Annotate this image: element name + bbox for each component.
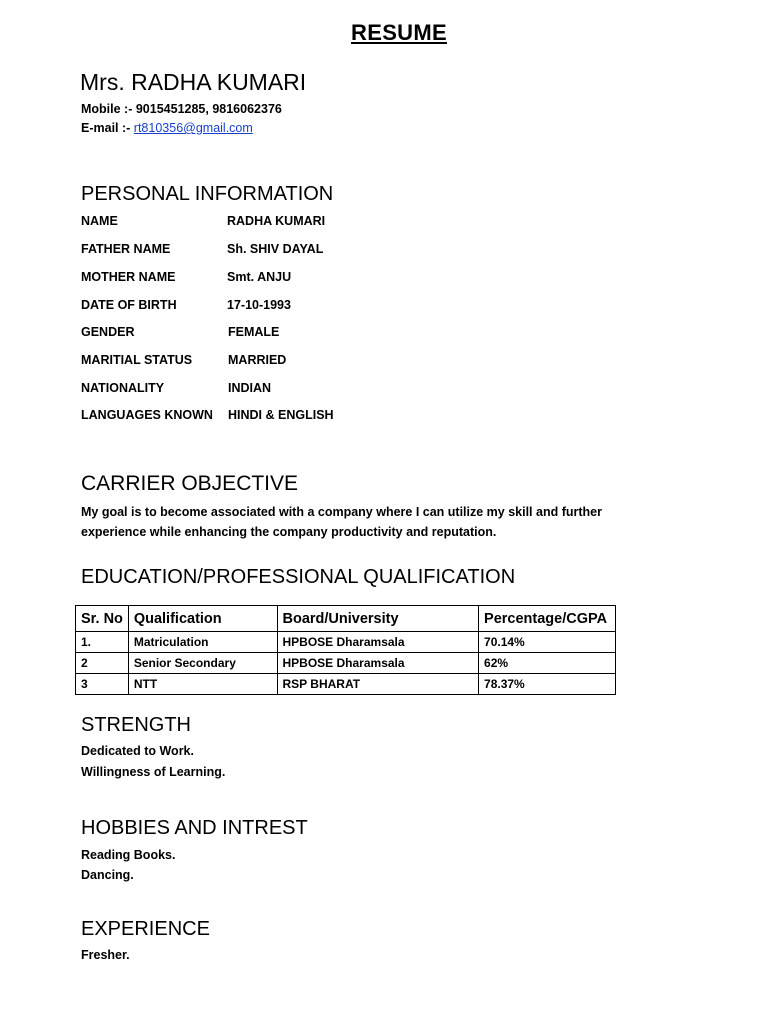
info-label: NAME bbox=[81, 214, 118, 228]
hobby-item: Reading Books. bbox=[81, 848, 176, 862]
table-row bbox=[76, 653, 616, 674]
table-cell: 70.14% bbox=[479, 632, 616, 653]
email-line bbox=[81, 121, 253, 135]
table-cell: HPBOSE Dharamsala bbox=[277, 653, 479, 674]
info-value: Smt. ANJU bbox=[227, 270, 292, 284]
table-cell: 62% bbox=[479, 653, 616, 674]
objective-line: experience while enhancing the company productivity and reputation. bbox=[81, 525, 497, 539]
info-label: MARITIAL STATUS bbox=[81, 353, 193, 367]
email-link[interactable]: rt810356@gmail.com bbox=[133, 121, 253, 135]
objective-line: My goal is to become associated with a company where I can utilize my skill and further bbox=[81, 505, 602, 519]
info-label: NATIONALITY bbox=[81, 381, 165, 395]
info-value: Sh. SHIV DAYAL bbox=[227, 242, 324, 256]
strength-item: Willingness of Learning. bbox=[81, 765, 226, 779]
hobby-item: Dancing. bbox=[81, 868, 134, 882]
info-value: FEMALE bbox=[228, 325, 280, 339]
candidate-name: Mrs. RADHA KUMARI bbox=[80, 69, 307, 95]
table-row bbox=[76, 632, 616, 653]
table-cell: HPBOSE Dharamsala bbox=[277, 632, 479, 653]
info-row-father-name bbox=[81, 242, 481, 260]
column-header-board: Board/University bbox=[277, 606, 479, 632]
info-label: LANGUAGES KNOWN bbox=[81, 408, 213, 422]
table-cell: Senior Secondary bbox=[128, 653, 277, 674]
info-row-date-of-birth bbox=[81, 298, 481, 316]
info-row-marital-status bbox=[81, 353, 481, 371]
info-row-nationality bbox=[81, 381, 481, 399]
education-table bbox=[75, 605, 616, 695]
info-value: MARRIED bbox=[228, 353, 287, 367]
info-value: 17-10-1993 bbox=[227, 298, 291, 312]
info-row-gender bbox=[81, 325, 481, 343]
mobile-line bbox=[81, 102, 282, 116]
mobile-numbers: 9015451285, 9816062376 bbox=[135, 102, 282, 116]
info-label: DATE OF BIRTH bbox=[81, 298, 177, 312]
info-label: MOTHER NAME bbox=[81, 270, 176, 284]
table-cell: 1. bbox=[76, 632, 129, 653]
table-cell: 2 bbox=[76, 653, 129, 674]
table-cell: 3 bbox=[76, 674, 129, 695]
mobile-label: Mobile :- bbox=[81, 102, 136, 116]
education-heading: EDUCATION/PROFESSIONAL QUALIFICATION bbox=[81, 566, 516, 588]
strength-heading: STRENGTH bbox=[81, 714, 191, 736]
info-value: HINDI & ENGLISH bbox=[228, 408, 334, 422]
carrier-objective-heading: CARRIER OBJECTIVE bbox=[81, 472, 299, 495]
strength-item: Dedicated to Work. bbox=[81, 744, 194, 758]
table-cell: Matriculation bbox=[128, 632, 277, 653]
experience-item: Fresher. bbox=[81, 948, 130, 962]
table-cell: RSP BHARAT bbox=[277, 674, 479, 695]
info-row-mother-name bbox=[81, 270, 481, 288]
objective-text bbox=[81, 502, 661, 542]
column-header-qualification: Qualification bbox=[128, 606, 277, 632]
info-value: INDIAN bbox=[228, 381, 272, 395]
column-header-percentage: Percentage/CGPA bbox=[479, 606, 616, 632]
table-header-row bbox=[76, 606, 616, 632]
info-row-name bbox=[81, 214, 481, 232]
hobbies-heading: HOBBIES AND INTREST bbox=[81, 817, 308, 839]
document-title: RESUME bbox=[351, 20, 447, 45]
table-row bbox=[76, 674, 616, 695]
info-label: GENDER bbox=[81, 325, 135, 339]
info-label: FATHER NAME bbox=[81, 242, 171, 256]
table-cell: 78.37% bbox=[479, 674, 616, 695]
experience-heading: EXPERIENCE bbox=[81, 918, 210, 940]
email-label: E-mail :- bbox=[81, 121, 134, 135]
table-cell: NTT bbox=[128, 674, 277, 695]
column-header-sr-no: Sr. No bbox=[76, 606, 129, 632]
info-value: RADHA KUMARI bbox=[227, 214, 326, 228]
personal-info-heading: PERSONAL INFORMATION bbox=[81, 183, 334, 205]
info-row-languages-known bbox=[81, 408, 481, 426]
